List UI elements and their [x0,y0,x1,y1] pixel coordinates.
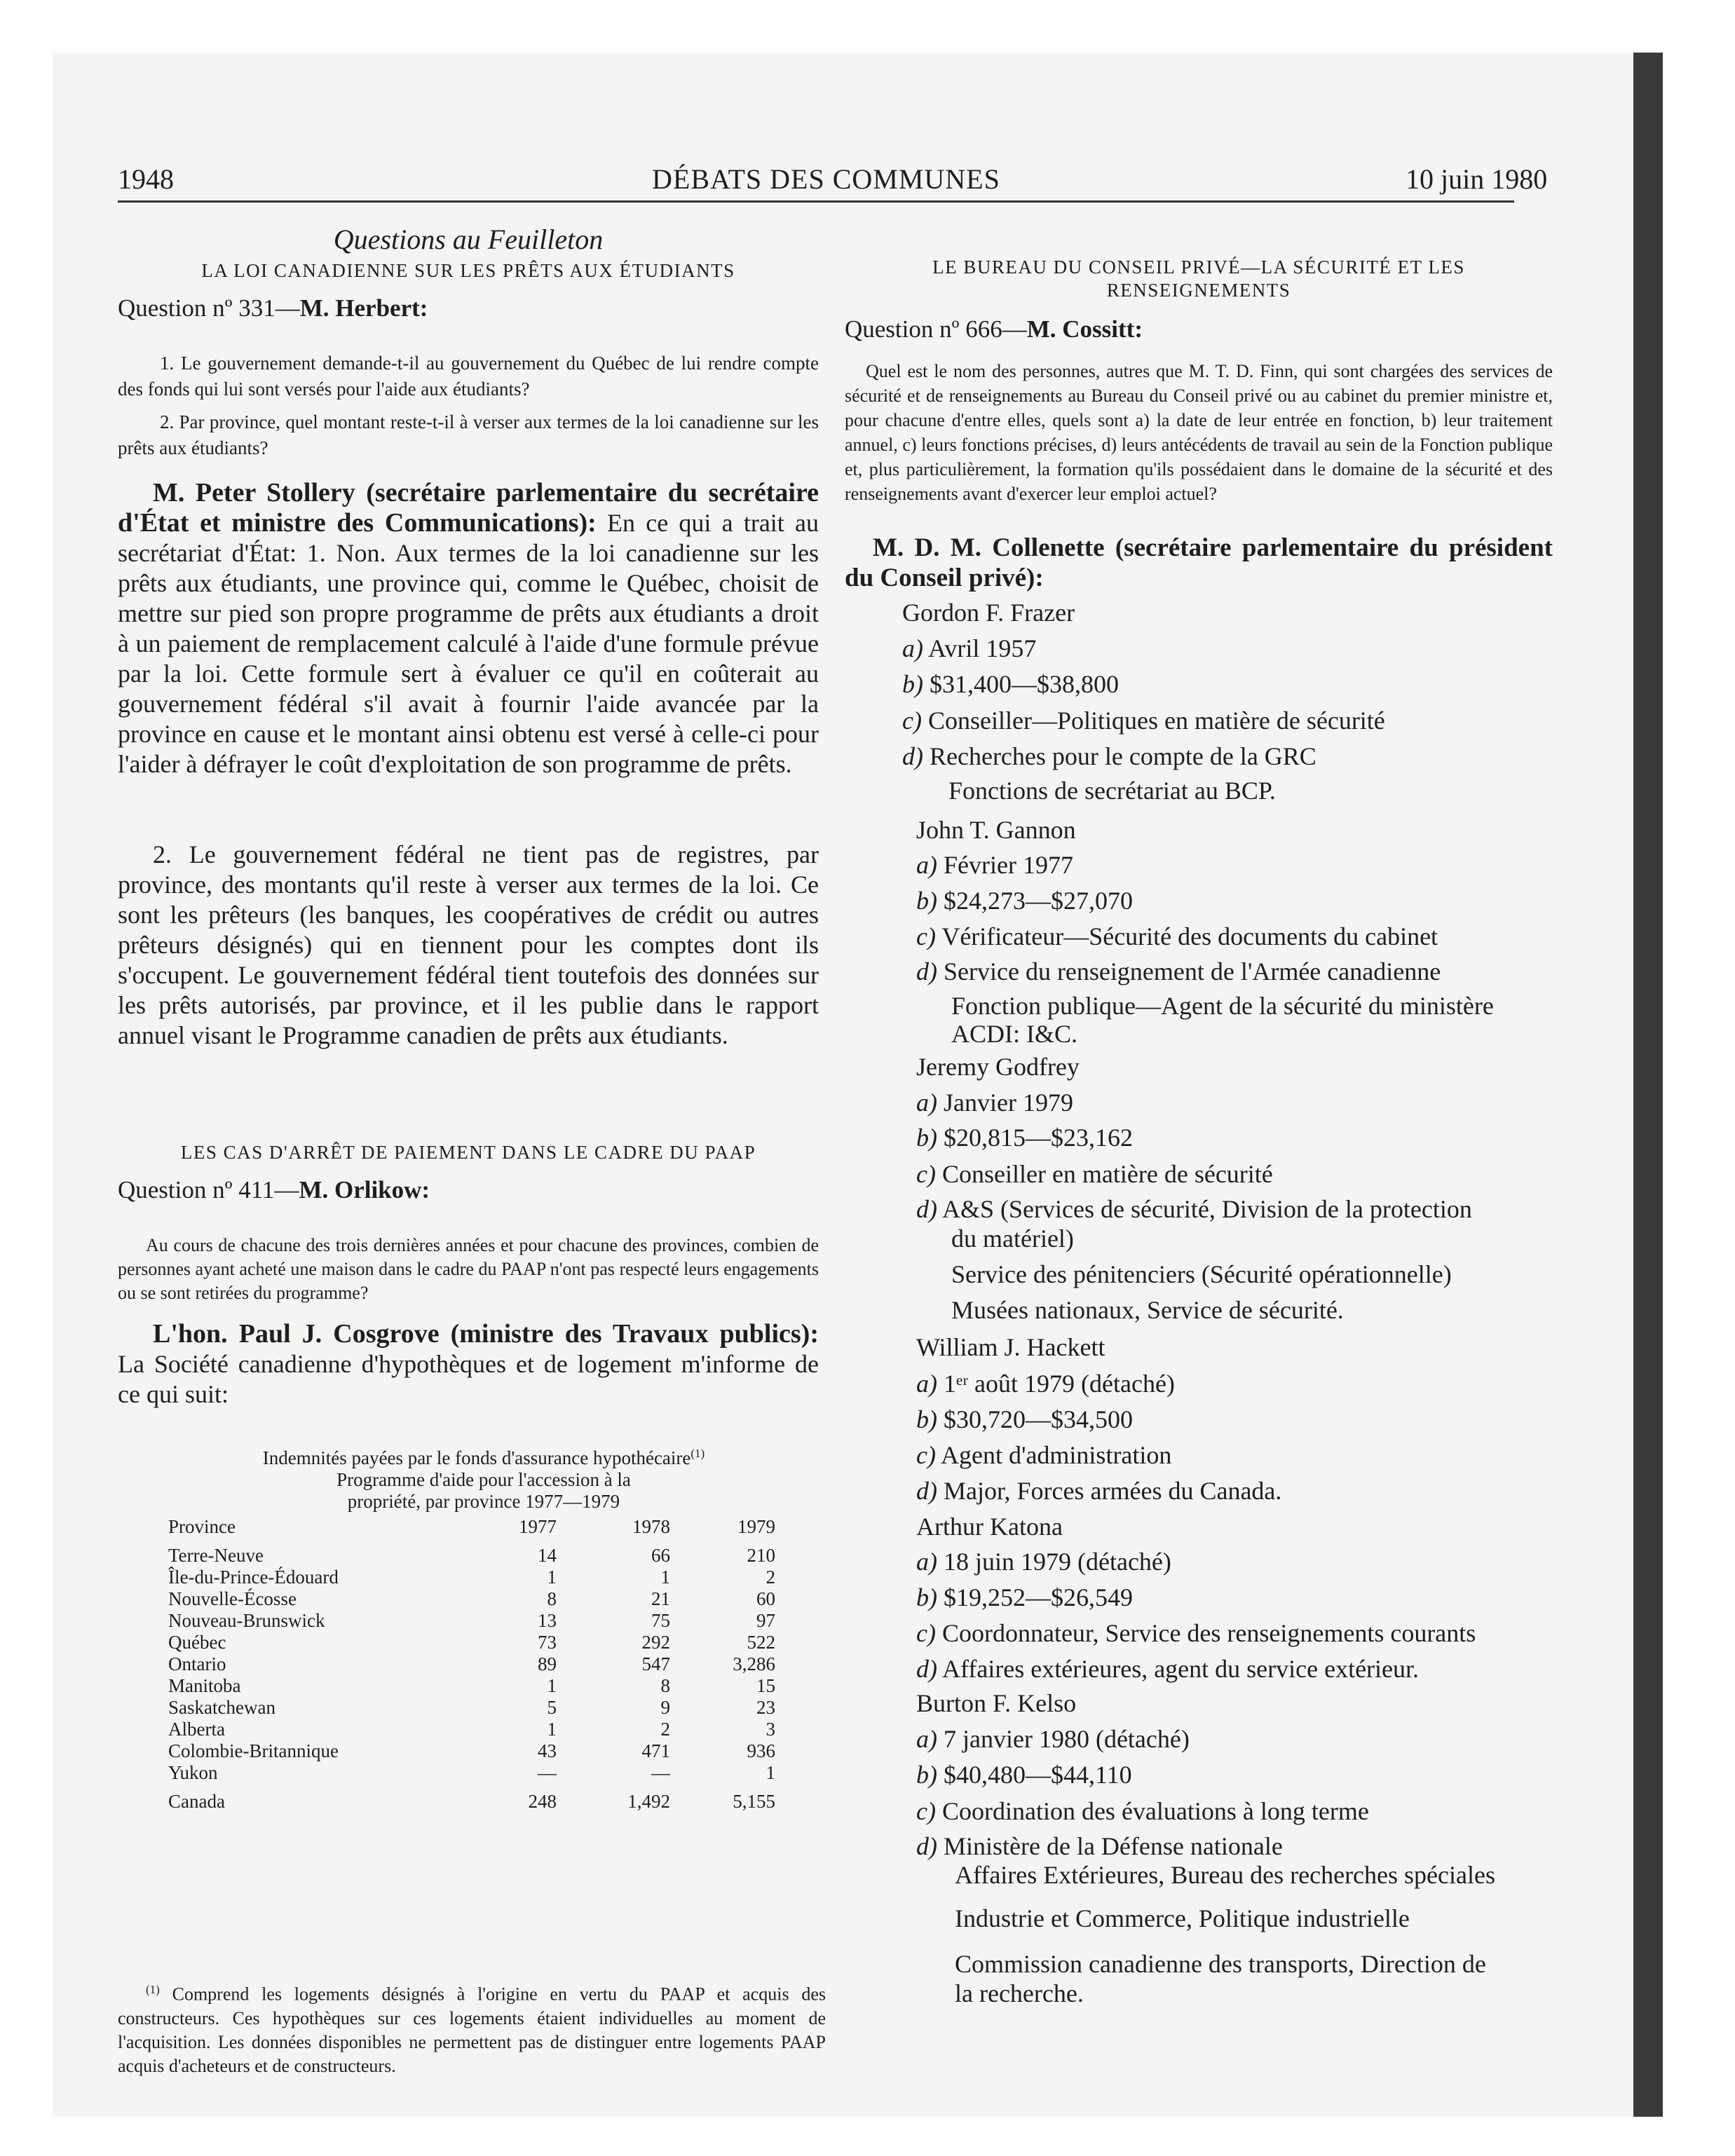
question-331-part-2: 2. Par province, quel montant reste-t-il à verser aux termes de la loi canadienne sur les prêts aux étudiants? [118,411,819,458]
table-title-line-2: Programme d'aide pour l'accession à la [336,1469,631,1490]
answer-item [916,850,1073,880]
answer-item [916,1440,1171,1470]
item-text: Musées nationaux, Service de sécurité. [951,1296,1344,1324]
value-cell: 13 [538,1610,557,1631]
item-text: $24,273—$27,070 [937,887,1133,915]
item-text: $20,815—$23,162 [937,1124,1133,1152]
province-cell: Manitoba [168,1675,241,1696]
value-cell: 3,286 [733,1653,775,1674]
value-cell: 248 [528,1791,557,1812]
answer-item [916,1547,1171,1576]
item-text: Conseiller en matière de sécurité [935,1160,1273,1188]
value-cell: 1979 [737,1516,775,1537]
item-text: $30,720—$34,500 [937,1405,1133,1433]
item-letter: b) [916,887,937,915]
value-cell: 5 [547,1697,557,1718]
table-total-row [168,1791,775,1813]
item-text: Commission canadienne des transports, Direction de [955,1950,1486,1978]
question-member: M. Orlikow: [299,1176,430,1203]
value-cell: 2 [660,1719,670,1740]
answer-name-or-continuation [916,1332,1105,1362]
item-text: Industrie et Commerce, Politique industrielle [955,1904,1410,1932]
answer-item [902,706,1385,735]
item-letter: b) [916,1761,937,1789]
answer-item [916,1618,1476,1648]
answer-item [916,1476,1281,1506]
item-text: Janvier 1979 [937,1089,1073,1117]
value-cell: 1,492 [627,1791,670,1812]
answer-item [916,1724,1190,1754]
value-cell: 60 [756,1588,775,1609]
answer-text: La Société canadienne d'hypothèques et de logement m'informe de ce qui suit: [118,1350,819,1408]
value-cell: 66 [651,1545,670,1566]
value-cell: 89 [538,1653,557,1674]
value-cell: 2 [766,1567,775,1588]
answer-name-or-continuation [955,1979,1084,2008]
answer-331-part-2: 2. Le gouvernement fédéral ne tient pas de registres, par province, des montants qu'il reste à verser aux termes de la loi. Ce sont les prêteurs (les banques, les coopératives de crédit ou autres prêteurs désignés) qui en tiennent pour les comptes dont ils s'occupent. Le gouvernement fédéral tient toutefois des données sur les prêts autorisés, par province, et il les publie dans le rapport annuel visant le Programme canadien de prêts aux étudiants. [118,840,819,1049]
value-cell: 15 [756,1675,775,1696]
answer-item [916,1405,1133,1434]
item-text: Ministère de la Défense nationale [937,1832,1283,1860]
item-letter: a) [916,1548,937,1576]
item-text: 18 juin 1979 (détaché) [937,1548,1171,1576]
item-text: Février 1977 [937,851,1073,879]
footnote-text: Comprend les logements désignés à l'origine en vertu du PAAP et acquis des constructeurs. Ces hypothèques sur ces logements étaient individuelles au moment de l'acquisition. Les données disponibles ne permettent pas de distinguer entre logements PAAP acquis d'acheteurs et de constructeurs. [118,1984,826,2076]
value-cell: — [538,1762,557,1783]
answer-name-or-continuation [948,776,1276,805]
value-cell: 547 [641,1653,670,1674]
province-cell: Québec [168,1632,226,1653]
item-text: Coordonnateur, Service des renseignements courants [935,1619,1476,1647]
answer-item [916,1583,1133,1612]
answer-name-or-continuation [951,991,1494,1021]
table-row [168,1567,775,1588]
province-cell: Yukon [168,1762,218,1783]
scan-edge-bar [1633,53,1663,2117]
answer-item [916,922,1438,951]
item-letter: b) [916,1124,937,1152]
item-text: Recherches pour le compte de la GRC [923,742,1316,770]
table-title-line-1: Indemnités payées par le fonds d'assurance hypothécaire$^{(1)}$ [262,1447,705,1468]
table-row [168,1719,775,1740]
answer-item [916,1760,1132,1789]
item-text: Burton F. Kelso [916,1689,1077,1717]
item-text: du matériel) [951,1224,1074,1253]
answer-item [902,634,1036,663]
item-letter: d) [916,1195,937,1223]
answer-item [916,1369,1175,1398]
table-row [168,1762,775,1784]
item-text: $19,252—$26,549 [937,1583,1133,1611]
item-letter: a) [916,1725,937,1753]
answer-name-or-continuation [955,1904,1410,1933]
value-cell: 1 [547,1675,557,1696]
item-letter: a) [916,1370,937,1398]
table-header-row [168,1516,775,1538]
item-text: Fonctions de secrétariat au BCP. [948,777,1276,805]
heading-student-loans: LA LOI CANADIENNE SUR LES PRÊTS AUX ÉTUDIANTS [201,260,735,281]
table-row [168,1653,775,1675]
item-text: $31,400—$38,800 [923,670,1119,698]
answer-item [916,886,1133,915]
answer-name-or-continuation [951,1260,1452,1289]
answer-name-or-continuation [955,1860,1495,1890]
value-cell: — [651,1762,670,1783]
value-cell: 522 [747,1632,775,1653]
answer-item [902,742,1316,771]
value-cell: 3 [766,1719,775,1740]
item-text: 1ᵉʳ août 1979 (détaché) [937,1370,1175,1398]
item-text: Conseiller—Politiques en matière de sécurité [921,707,1385,735]
answer-name-or-continuation [916,815,1076,845]
value-cell: 8 [547,1588,557,1609]
answer-text: En ce qui a trait au secrétariat d'État: 1. Non. Aux termes de la loi canadienne sur les prêts aux étudiants, une province qui, comme le Québec, choisit de mettre sur pied son propre programme de prêts aux étudiants a droit à un paiement de remplacement calculé à l'aide d'une formule prévue par la loi. Cette formule sert à évaluer ce qu'il en coûterait au gouvernement fédéral s'il avait à fournir l'aide avancée par la province en cause et le montant ainsi obtenu est versé à celle-ci pour l'aider à défrayer le coût d'exploitation de son programme de prêts. [118,509,819,778]
item-text: Jeremy Godfrey [916,1053,1080,1081]
value-cell: 210 [747,1545,775,1566]
value-cell: 5,155 [733,1791,775,1812]
item-text: Vérificateur—Sécurité des documents du cabinet [935,922,1438,950]
value-cell: 1 [547,1719,557,1740]
value-cell: 43 [538,1740,557,1761]
value-cell: 9 [660,1697,670,1718]
answer-name-or-continuation [951,1295,1344,1325]
item-letter: d) [916,1477,937,1505]
answer-name-or-continuation [955,1949,1486,1979]
answer-item [916,1088,1073,1117]
table-row [168,1588,775,1610]
header-rule [118,200,1514,203]
answer-331 [118,478,819,779]
item-letter: a) [916,851,937,879]
value-cell: 471 [641,1740,670,1761]
item-text: Service des pénitenciers (Sécurité opérationnelle) [951,1260,1452,1288]
table-title-line-3: propriété, par province 1977—1979 [347,1491,620,1512]
item-text: Gordon F. Frazer [902,599,1075,627]
table-row [168,1675,775,1697]
answer-item [916,1831,1283,1861]
claims-table [168,1516,775,1813]
question-prefix: Question nº 666— [845,315,1027,343]
province-cell: Province [168,1516,236,1537]
province-cell: Terre-Neuve [168,1545,264,1566]
answer-item [916,1654,1419,1684]
table-row [168,1610,775,1632]
answer-name-or-continuation [951,1224,1074,1253]
question-331 [118,294,819,322]
running-title: DÉBATS DES COMMUNES [652,163,1000,195]
value-cell: 21 [651,1588,670,1609]
table-footnote [118,1978,826,2078]
item-text: $40,480—$44,110 [937,1761,1132,1789]
item-letter: a) [916,1089,937,1117]
value-cell: 1 [660,1567,670,1588]
table-footnote-ref: (1) [690,1447,705,1460]
item-letter: d) [916,1655,937,1683]
question-411-text: Au cours de chacune des trois dernières années et pour chacune des provinces, combien de personnes ayant acheté une maison dans le cadre du PAAP n'ont pas respecté leurs engagements ou se sont retirées du programme? [118,1235,819,1303]
value-cell: 8 [660,1675,670,1696]
question-prefix: Question nº 411— [118,1176,299,1203]
answer-666-speaker: M. D. M. Collenette (secrétaire parlementaire du président du Conseil privé): [845,533,1553,592]
item-letter: b) [916,1583,937,1611]
table-row [168,1697,775,1719]
item-letter: d) [916,1832,937,1860]
answer-name-or-continuation [916,1512,1063,1541]
item-text: Avril 1957 [923,634,1037,662]
table-spacer [168,1538,775,1545]
item-letter: d) [902,742,923,770]
item-letter: c) [916,1619,936,1647]
item-text: Affaires extérieures, agent du service extérieur. [937,1655,1420,1683]
answer-speaker: M. Peter Stollery (secrétaire parlementaire du secrétaire d'État et ministre des Communications): [118,478,819,538]
answer-name-or-continuation [902,598,1075,627]
value-cell: 73 [538,1632,557,1653]
item-text: Agent d'administration [935,1441,1172,1469]
table-row [168,1545,775,1567]
item-letter: c) [916,1797,936,1825]
answer-item [902,669,1119,699]
footnote-marker: (1) [146,1983,160,1996]
question-member: M. Cossitt: [1026,315,1143,343]
question-666-text: Quel est le nom des personnes, autres que M. T. D. Finn, qui sont chargées des services de sécurité et de renseignements au Bureau du Conseil privé ou au cabinet du premier ministre et, pour chacune d'entre elles, quels sont a) la date de leur entrée en fonction, b) leur traitement annuel, c) leurs fonctions précises, d) leurs antécédents de travail au sein de la Fonction publique et, plus particulièrement, la formation qu'ils possédaient dans le domaine de la sécurité et des renseignements avant d'exercer leur emploi actuel? [845,361,1553,504]
value-cell: 14 [538,1545,557,1566]
item-text: Affaires Extérieures, Bureau des recherches spéciales [955,1861,1495,1889]
heading-privy-council: LE BUREAU DU CONSEIL PRIVÉ—LA SÉCURITÉ ET LES RENSEIGNEMENTS [932,257,1465,301]
value-cell: 1977 [519,1516,557,1537]
heading-paap: LES CAS D'ARRÊT DE PAIEMENT DANS LE CADRE DU PAAP [180,1142,756,1163]
question-prefix: Question nº 331— [118,294,300,322]
answer-item [916,1123,1133,1152]
question-666 [845,315,1553,343]
value-cell: 292 [641,1632,670,1653]
table-spacer [168,1784,775,1791]
value-cell: 1978 [632,1516,670,1537]
province-cell: Canada [168,1791,225,1812]
value-cell: 1 [766,1762,775,1783]
answer-item [916,957,1441,986]
question-411 [118,1176,819,1204]
table-row [168,1632,775,1653]
item-letter: b) [902,670,923,698]
value-cell: 1 [547,1567,557,1588]
item-letter: b) [916,1405,937,1433]
answer-item [916,1159,1273,1189]
province-cell: Colombie-Britannique [168,1740,339,1761]
section-title: Questions au Feuilleton [333,224,604,255]
item-text: ACDI: I&C. [951,1020,1077,1048]
answer-name-or-continuation [916,1052,1080,1082]
province-cell: Nouveau-Brunswick [168,1610,325,1631]
table-row [168,1740,775,1762]
value-cell: 75 [651,1610,670,1631]
item-text: John T. Gannon [916,816,1076,844]
province-cell: Saskatchewan [168,1697,275,1718]
question-member: M. Herbert: [299,294,428,322]
item-text: 7 janvier 1980 (détaché) [937,1725,1190,1753]
province-cell: Nouvelle-Écosse [168,1588,297,1609]
answer-name-or-continuation [916,1688,1076,1718]
item-text: Major, Forces armées du Canada. [937,1477,1282,1505]
item-text: la recherche. [955,1979,1084,2007]
item-text: Arthur Katona [916,1513,1063,1541]
value-cell: 97 [756,1610,775,1631]
province-cell: Ontario [168,1653,226,1674]
value-cell: 23 [756,1697,775,1718]
answer-item [916,1796,1369,1826]
answer-speaker: L'hon. Paul J. Cosgrove (ministre des Travaux publics): [153,1319,819,1349]
item-text: William J. Hackett [916,1333,1105,1361]
item-letter: c) [916,1160,936,1188]
table-title [168,1442,799,1513]
item-letter: a) [902,634,923,662]
answer-item [916,1194,1472,1224]
value-cell: 936 [747,1740,775,1761]
item-text: Service du renseignement de l'Armée canadienne [937,957,1441,985]
item-letter: c) [916,1441,936,1469]
item-letter: c) [902,707,922,735]
page-number: 1948 [118,163,174,195]
province-cell: Île-du-Prince-Édouard [168,1567,339,1588]
page-date: 10 juin 1980 [1406,163,1548,195]
question-331-part-1: 1. Le gouvernement demande-t-il au gouvernement du Québec de lui rendre compte des fonds qui lui sont versés pour l'aide aux étudiants? [118,353,819,400]
answer-411 [118,1319,819,1410]
item-text: Coordination des évaluations à long terme [935,1797,1369,1825]
item-letter: c) [916,922,936,950]
item-text: Fonction publique—Agent de la sécurité du ministère [951,992,1494,1020]
item-letter: d) [916,957,937,985]
item-text: A&S (Services de sécurité, Division de la protection [937,1195,1472,1223]
province-cell: Alberta [168,1719,225,1740]
answer-name-or-continuation [951,1019,1077,1049]
